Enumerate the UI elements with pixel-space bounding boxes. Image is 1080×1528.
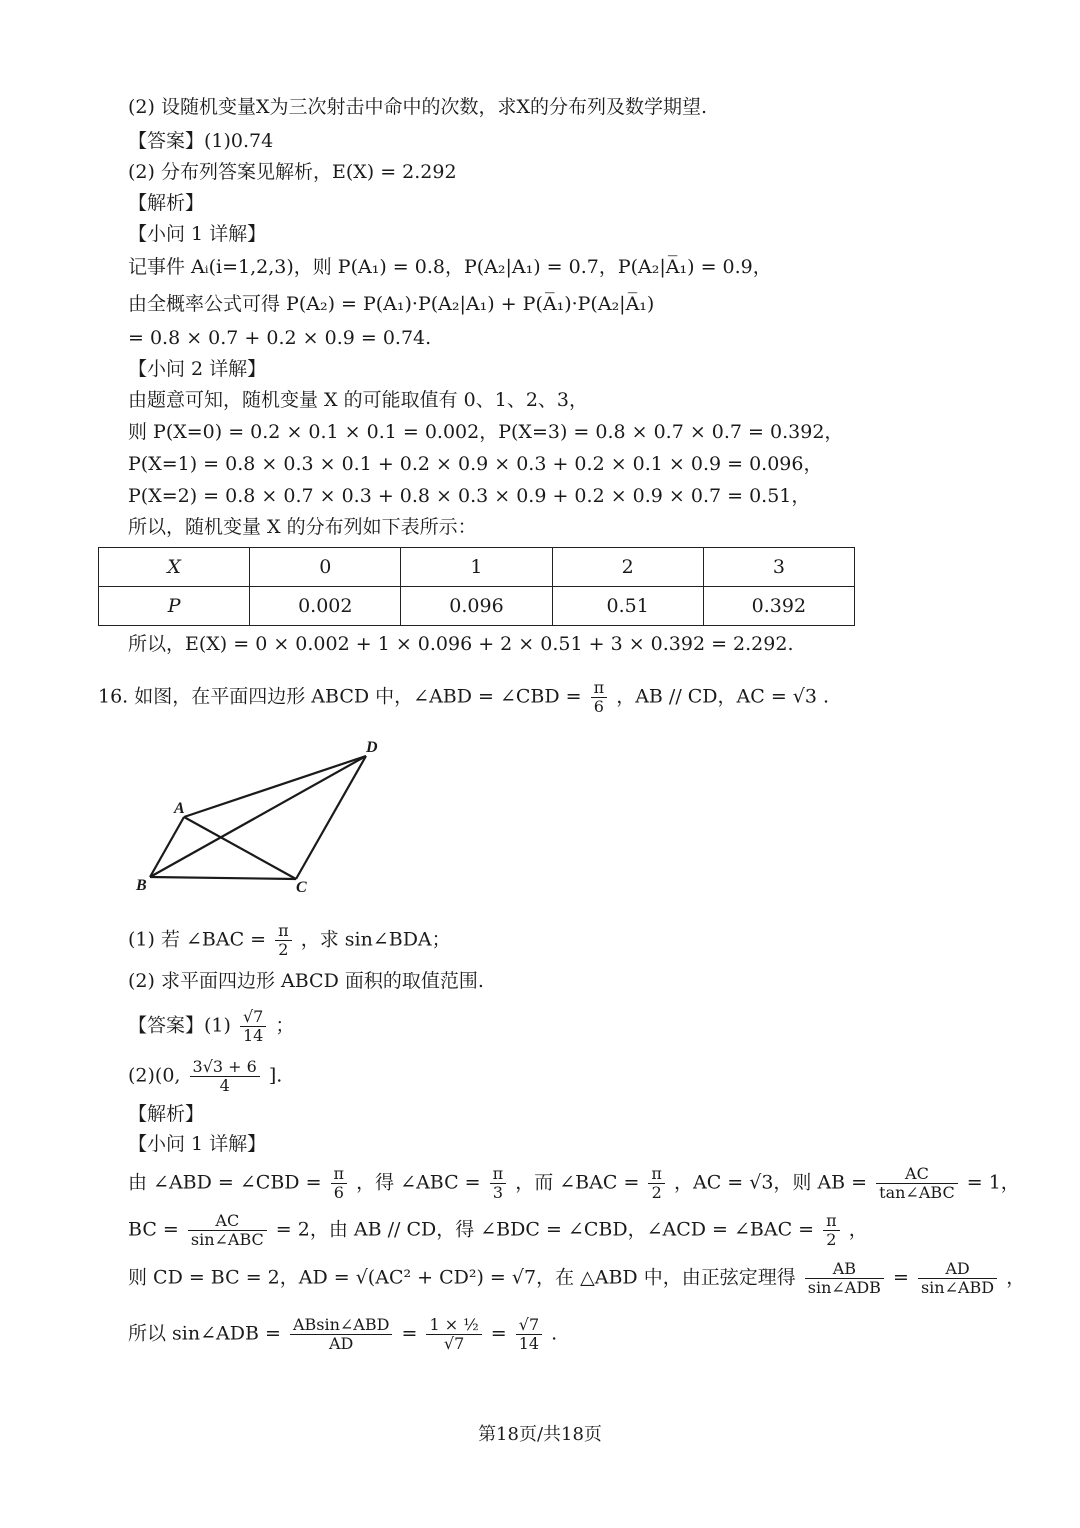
text-segment: =: [892, 1266, 909, 1289]
sub2-label: 【小问 2 详解】: [128, 358, 267, 380]
table-cell: 2: [552, 548, 703, 587]
frac-den: tan∠ABC: [879, 1183, 955, 1202]
answer16-2-prefix: (2)(0,: [128, 1064, 181, 1087]
table-cell: 1: [401, 548, 552, 587]
frac-den: sin∠ABC: [190, 1230, 264, 1249]
q16-part2: (2) 求平面四边形 ABCD 面积的取值范围.: [128, 970, 484, 992]
fraction: [918, 1260, 997, 1297]
text-segment: BC =: [128, 1218, 179, 1241]
answer16-fraction: [240, 1008, 266, 1045]
frac-den: 3: [492, 1183, 503, 1202]
text-segment: ，: [1006, 1266, 1026, 1289]
q16-fraction: [591, 679, 608, 716]
frac-den: 2: [278, 940, 289, 959]
fraction: [331, 1165, 348, 1202]
sub2-line3: P(X=1) = 0.8 × 0.3 × 0.1 + 0.2 × 0.9 × 0.3 + 0.2 × 0.1 × 0.9 = 0.096，: [128, 453, 823, 475]
fraction: [188, 1212, 267, 1249]
sub2-line5: 所以，随机变量 X 的分布列如下表所示：: [128, 516, 477, 538]
frac-num: AC: [876, 1165, 958, 1184]
q16-suffix: ，AB // CD，AC = √3 .: [616, 685, 830, 708]
table-cell: 0: [250, 548, 401, 587]
vertex-label-d: D: [366, 739, 378, 756]
table-cell: X: [99, 548, 250, 587]
answer16-2-fraction: [190, 1058, 260, 1095]
frac-den: 6: [333, 1183, 344, 1202]
frac-num: π: [648, 1165, 665, 1184]
text-segment: ，而 ∠BAC =: [515, 1171, 640, 1194]
frac-den: sin∠ABD: [920, 1278, 995, 1297]
sub2-line1: 由题意可知，随机变量 X 的可能取值有 0、1、2、3，: [128, 389, 588, 411]
text-segment: ，得 ∠ABC =: [356, 1171, 481, 1194]
frac-num: π: [490, 1165, 507, 1184]
table-cell: 0.392: [703, 587, 854, 626]
frac-num: AD: [918, 1260, 997, 1279]
frac-num: π: [823, 1212, 840, 1231]
page-footer: 第18页/共18页: [478, 1424, 602, 1445]
fraction: [876, 1165, 958, 1202]
frac-den: 14: [518, 1334, 540, 1353]
frac-num: π: [591, 679, 608, 698]
fraction: [805, 1260, 884, 1297]
frac-den: sin∠ADB: [807, 1278, 881, 1297]
frac-den: 4: [219, 1076, 230, 1095]
vertex-label-a: A: [174, 800, 185, 817]
frac-num: π: [331, 1165, 348, 1184]
answer-part2: (2) 分布列答案见解析，E(X) = 2.292: [128, 161, 457, 183]
frac-num: AB: [805, 1260, 884, 1279]
table-cell: 0.002: [250, 587, 401, 626]
fraction: [823, 1212, 840, 1249]
solution16-line4: [128, 1316, 557, 1353]
answer16-part2: [128, 1058, 282, 1095]
distribution-table: [98, 547, 855, 626]
fraction: [290, 1316, 393, 1353]
text-segment: = 1，: [966, 1171, 1020, 1194]
answer16-prefix: 【答案】(1): [128, 1014, 231, 1037]
q16-part1-suffix: ，求 sin∠BDA；: [300, 928, 451, 951]
frac-den: 2: [651, 1183, 662, 1202]
text-segment: =: [401, 1322, 418, 1345]
frac-den: AD: [329, 1334, 354, 1353]
part2-question: (2) 设随机变量X为三次射击中命中的次数，求X的分布列及数学期望.: [128, 96, 708, 118]
text-segment: .: [551, 1322, 558, 1345]
solution16-line2: [128, 1212, 868, 1249]
fraction: [426, 1316, 481, 1353]
q16-part1: [128, 922, 451, 959]
sub1-line1: 记事件 Aᵢ(i=1,2,3)，则 P(A₁) = 0.8，P(A₂|A₁) = 0.7，P(A₂|A̅₁) = 0.9，: [128, 256, 772, 278]
frac-num: 1 × ½: [426, 1316, 481, 1335]
frac-den: √7: [443, 1334, 465, 1353]
vertex-label-b: B: [136, 877, 147, 894]
sub16-label: 【小问 1 详解】: [128, 1133, 267, 1155]
edge-cb: [150, 877, 296, 879]
answer16-part1: [128, 1008, 294, 1045]
frac-den: 14: [242, 1026, 264, 1045]
frac-den: 6: [593, 697, 604, 716]
vertex-label-c: C: [296, 879, 307, 895]
text-segment: ，: [848, 1218, 868, 1241]
sub1-line3: = 0.8 × 0.7 + 0.2 × 0.9 = 0.74.: [128, 327, 432, 349]
answer-label: 【答案】(1)0.74: [128, 130, 274, 152]
sub1-line2: 由全概率公式可得 P(A₂) = P(A₁)·P(A₂|A₁) + P(A̅₁)·P(A₂|A̅₁): [128, 293, 655, 315]
frac-num: ABsin∠ABD: [290, 1316, 393, 1335]
question-16: [98, 679, 829, 716]
table-cell: 3: [703, 548, 854, 587]
frac-num: AC: [188, 1212, 267, 1231]
frac-num: √7: [240, 1008, 266, 1027]
q16-prefix: 16. 如图，在平面四边形 ABCD 中，∠ABD = ∠CBD =: [98, 685, 582, 708]
q16-part1-prefix: (1) 若 ∠BAC =: [128, 928, 267, 951]
text-segment: 则 CD = BC = 2，AD = √(AC² + CD²) = √7，在 △ABD 中，由正弦定理得: [128, 1266, 796, 1289]
sub1-label: 【小问 1 详解】: [128, 223, 267, 245]
table-cell: 0.096: [401, 587, 552, 626]
analysis16-label: 【解析】: [128, 1103, 205, 1125]
answer16-suffix: ；: [275, 1014, 295, 1037]
sub2-line2: 则 P(X=0) = 0.2 × 0.1 × 0.1 = 0.002，P(X=3) = 0.8 × 0.7 × 0.7 = 0.392，: [128, 421, 844, 443]
solution16-line3: [128, 1260, 1025, 1297]
text-segment: ，AC = √3，则 AB =: [673, 1171, 868, 1194]
table-cell: 0.51: [552, 587, 703, 626]
sub2-line4: P(X=2) = 0.8 × 0.7 × 0.3 + 0.8 × 0.3 × 0.9 + 0.2 × 0.9 × 0.7 = 0.51，: [128, 485, 811, 507]
table-row: [99, 587, 855, 626]
fraction: [490, 1165, 507, 1202]
text-segment: =: [490, 1322, 507, 1345]
frac-num: π: [275, 922, 292, 941]
answer16-2-suffix: ].: [268, 1064, 283, 1087]
text-segment: = 2，由 AB // CD，得 ∠BDC = ∠CBD，∠ACD = ∠BAC =: [275, 1218, 815, 1241]
fraction: [516, 1316, 542, 1353]
analysis-label: 【解析】: [128, 192, 205, 214]
text-segment: 所以 sin∠ADB =: [128, 1322, 281, 1345]
frac-num: 3√3 + 6: [190, 1058, 260, 1077]
expectation-line: 所以，E(X) = 0 × 0.002 + 1 × 0.096 + 2 × 0.51 + 3 × 0.392 = 2.292.: [128, 633, 794, 655]
table-cell: P: [99, 587, 250, 626]
fraction: [648, 1165, 665, 1202]
frac-den: 2: [826, 1230, 837, 1249]
q16-part1-fraction: [275, 922, 292, 959]
quadrilateral-figure: [120, 730, 400, 895]
frac-num: √7: [516, 1316, 542, 1335]
text-segment: 由 ∠ABD = ∠CBD =: [128, 1171, 322, 1194]
solution16-line1: [128, 1165, 1020, 1202]
table-row: [99, 548, 855, 587]
